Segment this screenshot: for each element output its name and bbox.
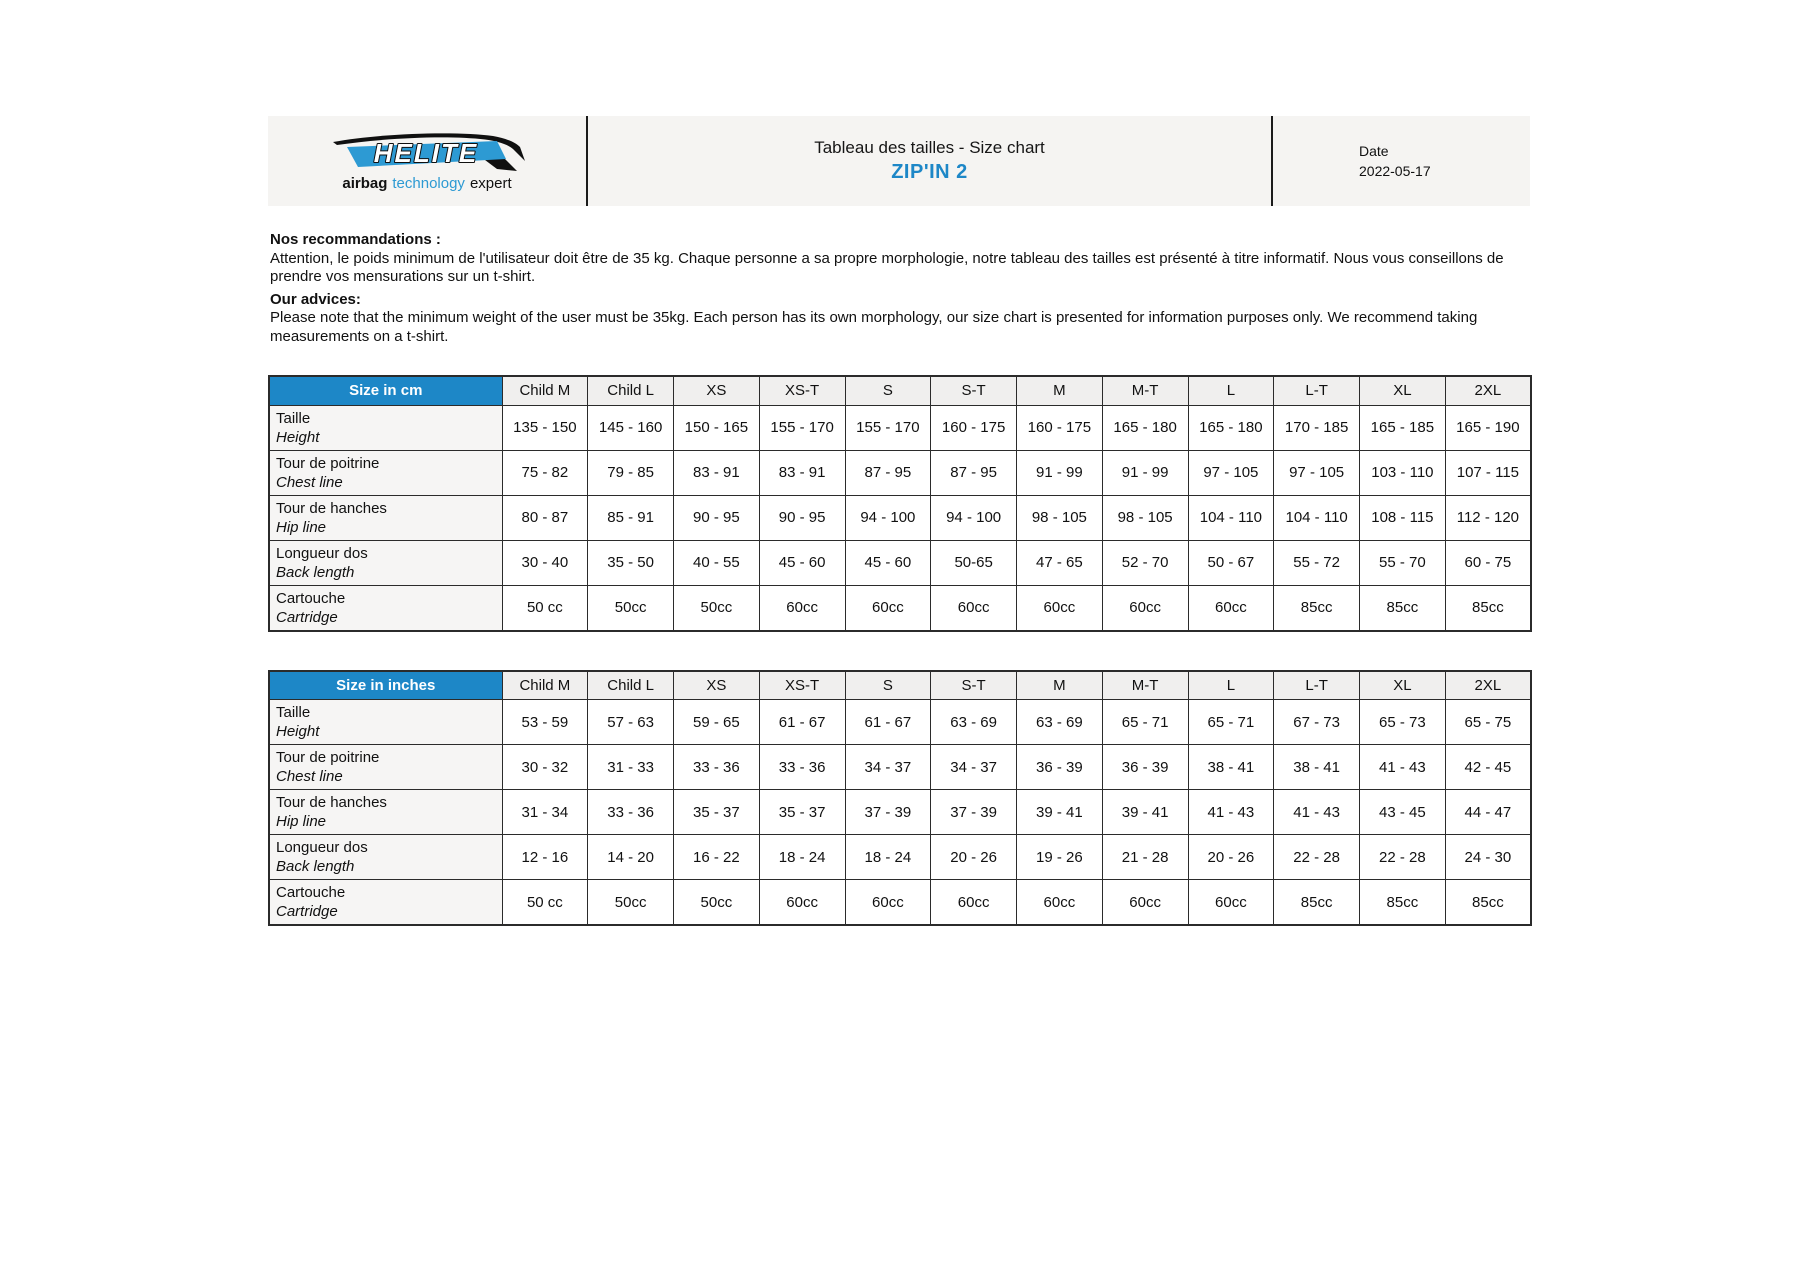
size-value: 63 - 69: [1017, 700, 1103, 745]
measurement-row: [269, 835, 1531, 880]
size-value: 104 - 110: [1274, 495, 1360, 540]
size-column-header: M: [1017, 376, 1103, 405]
measurement-row: [269, 700, 1531, 745]
size-table-cm: [268, 375, 1532, 632]
size-column-header: S-T: [931, 376, 1017, 405]
document-header: [268, 116, 1530, 206]
date-value: 2022-05-17: [1359, 163, 1431, 179]
size-value: 65 - 71: [1102, 700, 1188, 745]
row-label-en: Cartridge: [276, 608, 338, 626]
size-value: 22 - 28: [1274, 835, 1360, 880]
measurement-row: [269, 450, 1531, 495]
size-value: 60cc: [845, 880, 931, 926]
size-column-header: S-T: [931, 671, 1017, 700]
size-value: 41 - 43: [1188, 790, 1274, 835]
size-value: 35 - 50: [588, 540, 674, 585]
size-value: 33 - 36: [674, 745, 760, 790]
product-name: ZIP'IN 2: [891, 161, 968, 183]
size-column-header: M-T: [1102, 671, 1188, 700]
size-value: 94 - 100: [931, 495, 1017, 540]
size-value: 63 - 69: [931, 700, 1017, 745]
size-value: 39 - 41: [1102, 790, 1188, 835]
size-value: 60cc: [1188, 585, 1274, 631]
size-value: 16 - 22: [674, 835, 760, 880]
size-value: 22 - 28: [1360, 835, 1446, 880]
size-value: 34 - 37: [931, 745, 1017, 790]
size-value: 65 - 73: [1360, 700, 1446, 745]
size-column-header: Child L: [588, 376, 674, 405]
size-value: 59 - 65: [674, 700, 760, 745]
tagline-technology: technology: [392, 175, 465, 192]
measurement-row: [269, 540, 1531, 585]
size-value: 38 - 41: [1188, 745, 1274, 790]
size-value: 155 - 170: [759, 405, 845, 450]
size-value: 61 - 67: [845, 700, 931, 745]
size-value: 85cc: [1360, 585, 1446, 631]
size-value: 145 - 160: [588, 405, 674, 450]
row-label: [269, 835, 502, 880]
size-value: 37 - 39: [845, 790, 931, 835]
row-label-fr: Cartouche: [276, 884, 346, 901]
size-value: 94 - 100: [845, 495, 931, 540]
brand-logo: [268, 116, 586, 206]
size-value: 85cc: [1445, 585, 1531, 631]
measurement-row: [269, 790, 1531, 835]
advices-body-en: Please note that the minimum weight of the user must be 35kg. Each person has its own morphology, our size chart is presented for information purposes only. We recommend taking measurements on a t-shirt.: [270, 309, 1478, 345]
size-table-inches: [268, 670, 1532, 927]
unit-header: Size in cm: [269, 376, 502, 405]
brand-tagline: [342, 175, 511, 192]
size-column-header: L: [1188, 671, 1274, 700]
size-value: 165 - 190: [1445, 405, 1531, 450]
size-column-header: XL: [1360, 376, 1446, 405]
advices-heading-en: Our advices:: [270, 290, 361, 308]
size-value: 47 - 65: [1017, 540, 1103, 585]
size-column-header: XS-T: [759, 671, 845, 700]
size-value: 18 - 24: [759, 835, 845, 880]
size-value: 37 - 39: [931, 790, 1017, 835]
measurement-row: [269, 880, 1531, 926]
size-value: 38 - 41: [1274, 745, 1360, 790]
row-label-fr: Cartouche: [276, 589, 346, 607]
size-value: 50cc: [674, 880, 760, 926]
measurement-row: [269, 585, 1531, 631]
size-column-header: 2XL: [1445, 376, 1531, 405]
row-label: [269, 790, 502, 835]
size-value: 160 - 175: [1017, 405, 1103, 450]
size-value: 85cc: [1360, 880, 1446, 926]
size-value: 50 cc: [502, 880, 588, 926]
size-value: 165 - 180: [1102, 405, 1188, 450]
size-value: 40 - 55: [674, 540, 760, 585]
row-label: [269, 700, 502, 745]
size-value: 83 - 91: [674, 450, 760, 495]
size-value: 50 cc: [502, 585, 588, 631]
size-value: 165 - 185: [1360, 405, 1446, 450]
size-column-header: S: [845, 671, 931, 700]
row-label-fr: Tour de poitrine: [276, 454, 380, 472]
size-column-header: S: [845, 376, 931, 405]
date-section: [1273, 116, 1530, 206]
size-value: 90 - 95: [759, 495, 845, 540]
size-column-header: L: [1188, 376, 1274, 405]
size-value: 34 - 37: [845, 745, 931, 790]
size-value: 35 - 37: [759, 790, 845, 835]
size-value: 60cc: [1017, 585, 1103, 631]
size-value: 30 - 40: [502, 540, 588, 585]
row-label: [269, 405, 502, 450]
helite-logo-icon: [327, 130, 527, 174]
size-value: 91 - 99: [1102, 450, 1188, 495]
size-value: 43 - 45: [1360, 790, 1446, 835]
row-label-en: Height: [276, 428, 320, 446]
size-value: 19 - 26: [1017, 835, 1103, 880]
size-value: 60cc: [931, 880, 1017, 926]
measurement-row: [269, 745, 1531, 790]
size-value: 50-65: [931, 540, 1017, 585]
size-value: 45 - 60: [845, 540, 931, 585]
size-column-header: 2XL: [1445, 671, 1531, 700]
size-column-header: Child L: [588, 671, 674, 700]
size-value: 53 - 59: [502, 700, 588, 745]
table-header-row: [269, 671, 1531, 700]
size-value: 12 - 16: [502, 835, 588, 880]
size-value: 52 - 70: [1102, 540, 1188, 585]
row-label-en: Cartridge: [276, 903, 338, 920]
tagline-airbag: airbag: [342, 175, 388, 192]
document-title: Tableau des tailles - Size chart: [814, 138, 1045, 157]
size-value: 112 - 120: [1445, 495, 1531, 540]
brand-name: HELITE: [373, 138, 479, 168]
size-value: 50cc: [674, 585, 760, 631]
size-value: 60cc: [845, 585, 931, 631]
size-value: 85cc: [1274, 880, 1360, 926]
size-column-header: Child M: [502, 671, 588, 700]
size-value: 165 - 180: [1188, 405, 1274, 450]
size-value: 20 - 26: [931, 835, 1017, 880]
row-label-en: Hip line: [276, 813, 327, 830]
row-label-en: Hip line: [276, 518, 327, 536]
size-value: 150 - 165: [674, 405, 760, 450]
size-value: 36 - 39: [1102, 745, 1188, 790]
size-value: 39 - 41: [1017, 790, 1103, 835]
size-value: 79 - 85: [588, 450, 674, 495]
row-label-en: Chest line: [276, 768, 343, 785]
row-label-fr: Taille: [276, 704, 311, 721]
size-value: 60cc: [1017, 880, 1103, 926]
size-value: 87 - 95: [931, 450, 1017, 495]
size-column-header: XL: [1360, 671, 1446, 700]
row-label-fr: Tour de hanches: [276, 499, 387, 517]
size-value: 160 - 175: [931, 405, 1017, 450]
size-value: 57 - 63: [588, 700, 674, 745]
size-column-header: Child M: [502, 376, 588, 405]
size-column-header: XS: [674, 671, 760, 700]
recommendations: [270, 231, 1508, 346]
row-label-en: Height: [276, 723, 320, 740]
size-value: 107 - 115: [1445, 450, 1531, 495]
title-section: [586, 116, 1273, 206]
row-label: [269, 585, 502, 631]
size-column-header: XS: [674, 376, 760, 405]
size-value: 60cc: [759, 585, 845, 631]
size-value: 67 - 73: [1274, 700, 1360, 745]
size-value: 60cc: [931, 585, 1017, 631]
size-value: 83 - 91: [759, 450, 845, 495]
size-value: 108 - 115: [1360, 495, 1446, 540]
size-value: 31 - 34: [502, 790, 588, 835]
size-value: 104 - 110: [1188, 495, 1274, 540]
row-label: [269, 745, 502, 790]
size-value: 87 - 95: [845, 450, 931, 495]
size-value: 42 - 45: [1445, 745, 1531, 790]
size-value: 41 - 43: [1360, 745, 1446, 790]
size-value: 50cc: [588, 585, 674, 631]
size-value: 24 - 30: [1445, 835, 1531, 880]
size-value: 80 - 87: [502, 495, 588, 540]
size-value: 135 - 150: [502, 405, 588, 450]
size-value: 36 - 39: [1017, 745, 1103, 790]
size-value: 45 - 60: [759, 540, 845, 585]
size-value: 170 - 185: [1274, 405, 1360, 450]
size-value: 33 - 36: [588, 790, 674, 835]
size-value: 41 - 43: [1274, 790, 1360, 835]
size-value: 44 - 47: [1445, 790, 1531, 835]
row-label: [269, 450, 502, 495]
recommendations-heading-fr: Nos recommandations :: [270, 231, 441, 248]
row-label: [269, 540, 502, 585]
size-value: 97 - 105: [1274, 450, 1360, 495]
size-value: 85 - 91: [588, 495, 674, 540]
size-value: 61 - 67: [759, 700, 845, 745]
size-tables: [268, 375, 1532, 964]
size-value: 91 - 99: [1017, 450, 1103, 495]
row-label-en: Back length: [276, 563, 355, 581]
size-value: 98 - 105: [1017, 495, 1103, 540]
measurement-row: [269, 405, 1531, 450]
row-label-fr: Taille: [276, 409, 311, 427]
size-value: 20 - 26: [1188, 835, 1274, 880]
size-value: 90 - 95: [674, 495, 760, 540]
size-column-header: M: [1017, 671, 1103, 700]
size-column-header: L-T: [1274, 376, 1360, 405]
row-label: [269, 880, 502, 926]
size-value: 33 - 36: [759, 745, 845, 790]
row-label: [269, 495, 502, 540]
size-value: 35 - 37: [674, 790, 760, 835]
row-label-fr: Tour de hanches: [276, 794, 387, 811]
size-column-header: L-T: [1274, 671, 1360, 700]
unit-header: Size in inches: [269, 671, 502, 700]
row-label-en: Back length: [276, 858, 355, 875]
size-value: 97 - 105: [1188, 450, 1274, 495]
size-value: 30 - 32: [502, 745, 588, 790]
size-value: 60cc: [1188, 880, 1274, 926]
recommendations-body-fr: Attention, le poids minimum de l'utilisateur doit être de 35 kg. Chaque personne a sa propre morphologie, notre tableau des tailles est présenté à titre informatif. Nous vous conseillons de prendre vos mensurations sur un t-shirt.: [270, 249, 1504, 285]
size-value: 31 - 33: [588, 745, 674, 790]
size-value: 55 - 72: [1274, 540, 1360, 585]
size-value: 60cc: [1102, 585, 1188, 631]
size-value: 14 - 20: [588, 835, 674, 880]
size-value: 75 - 82: [502, 450, 588, 495]
size-value: 60 - 75: [1445, 540, 1531, 585]
table-header-row: [269, 376, 1531, 405]
size-value: 60cc: [1102, 880, 1188, 926]
size-value: 103 - 110: [1360, 450, 1446, 495]
size-value: 85cc: [1274, 585, 1360, 631]
measurement-row: [269, 495, 1531, 540]
row-label-fr: Longueur dos: [276, 544, 368, 562]
size-value: 50cc: [588, 880, 674, 926]
size-value: 60cc: [759, 880, 845, 926]
size-value: 50 - 67: [1188, 540, 1274, 585]
size-column-header: M-T: [1102, 376, 1188, 405]
row-label-fr: Tour de poitrine: [276, 749, 380, 766]
size-value: 155 - 170: [845, 405, 931, 450]
size-value: 98 - 105: [1102, 495, 1188, 540]
size-column-header: XS-T: [759, 376, 845, 405]
size-value: 85cc: [1445, 880, 1531, 926]
size-value: 21 - 28: [1102, 835, 1188, 880]
size-value: 55 - 70: [1360, 540, 1446, 585]
tagline-expert: expert: [469, 175, 512, 192]
size-value: 65 - 71: [1188, 700, 1274, 745]
row-label-fr: Longueur dos: [276, 839, 368, 856]
date-label: Date: [1359, 143, 1389, 159]
size-value: 65 - 75: [1445, 700, 1531, 745]
row-label-en: Chest line: [276, 473, 343, 491]
size-value: 18 - 24: [845, 835, 931, 880]
